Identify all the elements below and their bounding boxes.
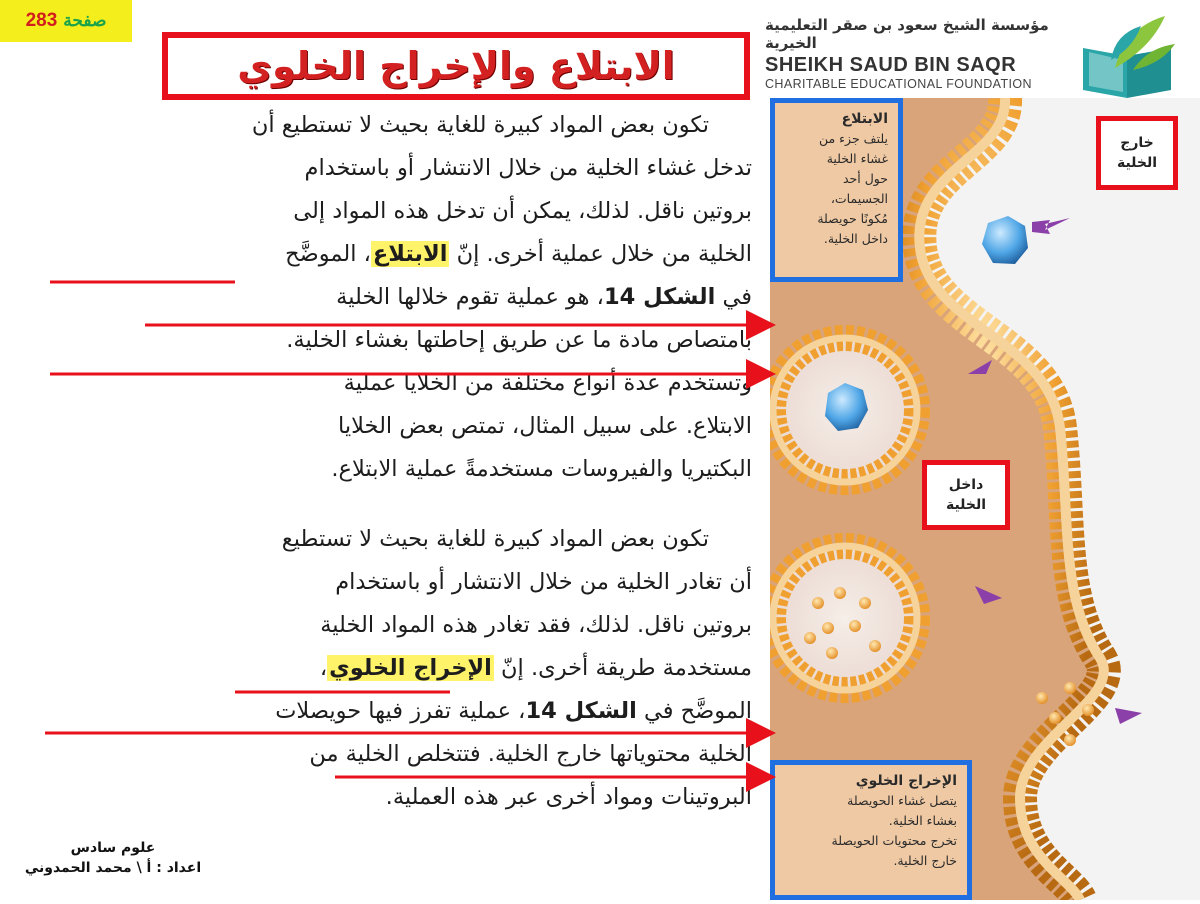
foundation-logo	[765, 8, 1180, 98]
exocytosis-desc-line: بغشاء الخلية.	[888, 813, 957, 828]
text-segment: ، الموضَّح	[285, 241, 371, 267]
text-line	[40, 104, 752, 147]
endocytosis-paragraph	[40, 104, 752, 491]
logo-text	[765, 16, 1065, 91]
endocytosis-label-box	[770, 98, 903, 282]
text-line: الابتلاع. على سبيل المثال، تمتص بعض الخلايا	[338, 413, 752, 439]
text-line: وتستخدم عدة أنواع مختلفة من الخلايا عملية	[343, 370, 752, 396]
endocytosis-desc-line: حول أحد	[842, 171, 888, 186]
endocytosis-desc-line: داخل الخلية.	[823, 231, 888, 246]
text-segment: ، هو عملية تقوم خلالها الخلية	[336, 284, 604, 310]
logo-arabic-name: مؤسسة الشيخ سعود بن صقر التعليمية الخيرية	[765, 16, 1049, 52]
inside-cell-label	[922, 460, 1010, 530]
text-line: أن تغادر الخلية من خلال الانتشار أو باستخدام	[335, 569, 752, 595]
footer-credits	[8, 840, 218, 876]
figure-reference: الشكل 14	[603, 284, 716, 310]
text-segment: ،	[319, 655, 328, 681]
footer-subject: علوم سادس	[70, 840, 156, 856]
page-title-box	[162, 32, 750, 100]
book-leaf-icon	[1075, 8, 1180, 98]
text-line	[40, 647, 752, 690]
cell-membrane-figure	[770, 98, 1200, 900]
exocytosis-desc-line: يتصل غشاء الحويصلة	[847, 793, 957, 808]
page-label: صفحة	[63, 11, 107, 30]
text-line	[40, 276, 752, 319]
exocytosis-desc-line: خارج الخلية.	[893, 853, 957, 868]
endocytosis-heading: الابتلاع	[841, 111, 888, 127]
outside-cell-label-line: الخلية	[1116, 155, 1158, 171]
text-line: بروتين ناقل. لذلك، فقد تغادر هذه المواد الخلية	[320, 612, 752, 638]
exocytosis-heading: الإخراج الخلوي	[855, 773, 957, 789]
text-segment: الموضَّح في	[643, 698, 752, 724]
text-segment: في	[722, 284, 752, 310]
text-line: تدخل غشاء الخلية من خلال الانتشار أو باستخدام	[304, 155, 752, 181]
endocytosis-desc-line: الجسيمات،	[830, 191, 888, 206]
exocytosis-label-box	[770, 760, 972, 900]
text-line	[40, 233, 752, 276]
footer-author: اعداد : أ \ محمد الحمدوني	[24, 860, 202, 876]
endocytosis-desc-line: غشاء الخلية	[826, 151, 888, 166]
endocytosis-desc-line: مُكونًا حويصلة	[817, 211, 888, 226]
text-line-content: تكون بعض المواد كبيرة للغاية بحيث لا تستطيع أن	[251, 112, 710, 138]
page-number: 283	[25, 10, 58, 31]
exocytosis-desc-line: تخرج محتويات الحويصلة	[831, 833, 957, 848]
text-line: بروتين ناقل. لذلك، يمكن أن تدخل هذه المواد إلى	[293, 198, 752, 224]
page-number-badge	[0, 0, 132, 42]
term-endocytosis: الابتلاع	[372, 241, 448, 267]
text-segment: ، عملية تفرز فيها حويصلات	[275, 698, 526, 724]
outside-cell-label-line: خارج	[1120, 135, 1154, 151]
text-line: البروتينات ومواد أخرى عبر هذه العملية.	[385, 784, 752, 810]
text-line: بامتصاص مادة ما عن طريق إحاطتها بغشاء الخلية.	[286, 327, 752, 353]
inside-cell-label-line: داخل	[948, 477, 984, 493]
exocytosis-paragraph	[40, 518, 752, 819]
text-segment: الخلية من خلال عملية أخرى. إنّ	[456, 241, 752, 267]
endocytosis-desc-line: يلتف جزء من	[819, 131, 888, 146]
text-line: الخلية محتوياتها خارج الخلية. فتتخلص الخلية من	[309, 741, 752, 767]
text-line: البكتيريا والفيروسات مستخدمةً عملية الابتلاع.	[331, 456, 752, 482]
logo-english-name: SHEIKH SAUD BIN SAQR	[765, 54, 1017, 76]
logo-english-subtitle: CHARITABLE EDUCATIONAL FOUNDATION	[765, 77, 1032, 91]
outside-cell-label	[1096, 116, 1178, 190]
text-line	[40, 690, 752, 733]
figure-reference: الشكل 14	[525, 698, 637, 724]
text-line-content: تكون بعض المواد كبيرة للغاية بحيث لا تستطيع	[281, 526, 710, 552]
text-segment: مستخدمة طريقة أخرى. إنّ	[501, 655, 752, 681]
term-exocytosis: الإخراج الخلوي	[329, 655, 492, 681]
page-title: الابتلاع والإخراج الخلوي	[237, 44, 675, 88]
text-line	[40, 518, 752, 561]
inside-cell-label-line: الخلية	[945, 497, 987, 513]
